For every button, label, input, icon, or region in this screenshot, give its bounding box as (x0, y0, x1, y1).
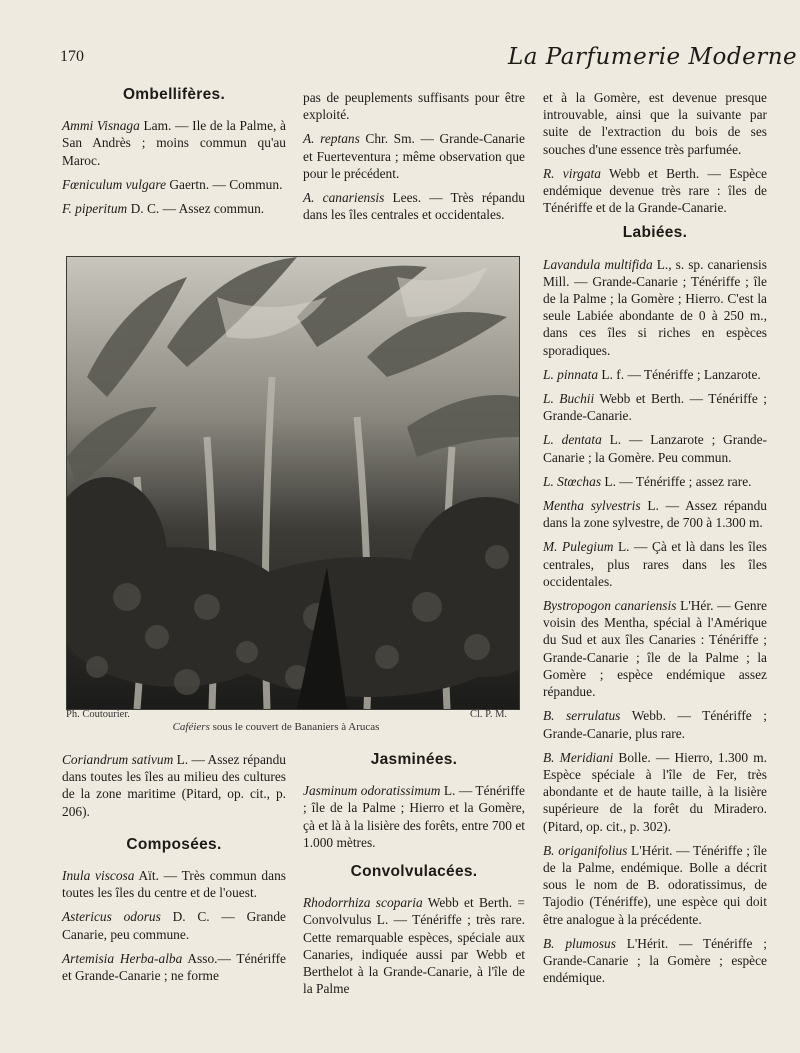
entry-paragraph (543, 473, 767, 490)
entry-paragraph (543, 89, 767, 158)
entry-text: Webb et Berth. — Espèce endémique devenue très rare : îles de Ténériffe et de la Grande-Canarie. (543, 165, 768, 216)
page-number: 170 (60, 48, 84, 65)
entry-text: L'Hérit. — Ténériffe ; Grande-Canarie ; la Gomère ; espèce endémique. (543, 935, 767, 986)
section-title-ombelliferes: Ombellifères. (122, 86, 226, 103)
entry-paragraph (543, 256, 767, 359)
entry-paragraph (543, 538, 767, 590)
species-name: Ammi Visnaga (62, 118, 140, 134)
entry-text: Bolle. — Hierro, 1.300 m. Espèce spéciale à l'île de Fer, très abondante et de haute taille, à la lisière supérieure de la forêt du Miradero. (Pitard, op. cit., p. 302). (543, 749, 767, 834)
entry-text: D. C. — Grande Canarie, peu commune. (62, 909, 286, 942)
entry-paragraph (62, 751, 286, 820)
species-name: Bystropogon canariensis (543, 598, 677, 614)
species-name: L. Buchii (543, 391, 595, 407)
species-name: M. Pulegium (543, 539, 614, 555)
species-name: Fœniculum vulgare (62, 176, 167, 192)
entry-paragraph (303, 782, 525, 851)
entry-paragraph (62, 950, 286, 984)
species-name: Coriandrum sativum (62, 752, 174, 767)
entry-paragraph (543, 366, 767, 383)
entry-text: Lam. — Ile de la Palme, à San Andrès ; moins commun qu'au Maroc. (62, 118, 286, 168)
species-name: Artemisia Herba-alba (62, 950, 183, 966)
journal-title: La Parfumerie Moderne (508, 44, 798, 70)
entry-paragraph (62, 867, 286, 901)
entry-text: Gaertn. — Commun. (166, 176, 283, 192)
entry-paragraph (543, 165, 767, 217)
entry-text: L. f. — Ténériffe ; Lanzarote. (598, 366, 761, 382)
entry-paragraph (62, 176, 286, 193)
species-name: B. serrulatus (543, 708, 621, 724)
entry-paragraph (543, 431, 767, 465)
species-name: F. piperitum (62, 201, 128, 217)
species-name: B. plumosus (543, 935, 616, 951)
column-1-top (62, 86, 286, 224)
species-name: R. virgata (543, 165, 601, 181)
species-name: L. pinnata (543, 366, 599, 382)
entry-text: Webb. — Ténériffe ; Grande-Canarie, plus rare. (543, 708, 767, 741)
entry-text: Webb et Berth. — Ténériffe ; Grande-Canarie. (543, 391, 767, 424)
entry-paragraph (543, 390, 767, 424)
entry-paragraph (543, 842, 767, 928)
species-name: Rhodorrhiza scoparia (303, 895, 423, 911)
entry-text: pas de peuplements suffisants pour être exploité. (303, 90, 525, 123)
entry-text: L. — Assez répandu dans la zone sylvestre, de 700 à 1.300 m. (543, 498, 767, 531)
caption-text: sous le couvert de Bananiers à Arucas (209, 721, 380, 733)
species-name: Inula viscosa (62, 868, 135, 884)
species-name: L. dentata (543, 432, 602, 448)
entry-text: L. — Çà et là dans les îles centrales, plus rares dans les îles occidentales. (543, 539, 768, 589)
column-3 (543, 89, 767, 993)
entry-text: Chr. Sm. — Grande-Canarie et Fuerteventura ; même observation que pour le précédent. (303, 131, 525, 181)
photo-cafeiers-bananiers (66, 256, 520, 710)
entry-text: L., s. sp. canariensis Mill. — Grande-Canarie ; Ténériffe ; île de la Palme ; la Gomère ; Hierro. C'est la seule Labiée abondante de 0 à 250 m., dans ces îles si riches en espèces sporadiques. (543, 256, 767, 358)
entry-text: Webb et Berth. = Convolvulus L. — Ténériffe ; très rare. Cette remarquable espèces, spéciale aux Canaries, indiquée aussi par Webb et Berthelot à la Grande-Canarie, à l'île de la Palme (303, 895, 525, 997)
entry-paragraph (543, 597, 767, 700)
species-name: L. Stœchas (543, 473, 602, 489)
entry-paragraph (303, 130, 525, 182)
entry-text: Asso.— Ténériffe et Grande-Canarie ; ne forme (62, 950, 286, 984)
species-name: Mentha sylvestris (543, 498, 641, 514)
entry-paragraph (543, 935, 767, 987)
species-name: A. canariensis (303, 190, 385, 206)
entry-text: Lees. — Très répandu dans les îles centrales et occidentales. (303, 190, 525, 223)
entry-paragraph (543, 749, 767, 835)
section-title-composees: Composées. (126, 835, 222, 853)
entry-text: L. — Assez répandu dans toutes les îles au milieu des cultures de la zone maritime (Pitard, op. cit., p. 206). (62, 752, 286, 819)
entry-text: D. C. — Assez commun. (127, 201, 265, 217)
entry-text: L'Hér. — Genre voisin des Mentha, spécial à l'Amérique du Sud et aux îles Canaries : Ténériffe ; Grande-Canarie ; île de la Palme ; la Gomère ; espèce endémique assez répandue. (543, 598, 768, 700)
entry-text: L. — Lanzarote ; Grande-Canarie ; la Gomère. Peu commun. (543, 432, 767, 465)
section-title-convolvulacees: Convolvulacées. (350, 863, 478, 881)
photo-credit-left: Ph. Coutourier. (66, 709, 130, 720)
photo-credit-right: Cl. P. M. (470, 709, 508, 720)
banana-grove-picture (67, 257, 519, 709)
entry-paragraph (303, 894, 525, 997)
species-name: Lavandula multifida (543, 256, 653, 272)
section-title-labiees: Labiées. (622, 224, 688, 242)
photo-caption (66, 721, 486, 733)
column-2-bottom (303, 751, 525, 1004)
entry-text: L. — Ténériffe ; assez rare. (601, 473, 752, 489)
entry-text: L. — Ténériffe ; île de la Palme ; Hierro et la Gomère, çà et là à la lisière des forêts, entre 700 et 1.000 mètres. (303, 783, 525, 850)
caption-italic: Caféiers (172, 721, 210, 733)
entry-paragraph (303, 89, 525, 123)
species-name: Astericus odorus (62, 909, 161, 925)
entry-paragraph (62, 200, 286, 217)
entry-paragraph (543, 707, 767, 741)
section-title-jasminees: Jasminées. (370, 751, 458, 768)
species-name: Jasminum odoratissimum (303, 783, 441, 799)
entry-text: L'Hérit. — Ténériffe ; île de la Palme, endémique. Bolle a décrit sous le nom de B. odoratissimus, de Tajodio (Ténériffe), une espèce qui doit être analogue à la précédente. (543, 842, 767, 927)
species-name: B. origanifolius (543, 842, 628, 858)
entry-paragraph (543, 497, 767, 531)
species-name: B. Meridiani (543, 749, 614, 765)
entry-paragraph (62, 117, 286, 169)
entry-paragraph (62, 908, 286, 942)
entry-paragraph (303, 189, 525, 223)
species-name: A. reptans (303, 131, 360, 147)
column-2-top (303, 89, 525, 230)
entry-text: et à la Gomère, est devenue presque introuvable, ainsi que la suivante par suite de l'extraction du bois de ses souches d'une essence très parfumée. (543, 90, 767, 157)
entry-text: Aït. — Très commun dans toutes les îles du centre et de l'ouest. (62, 868, 286, 901)
column-1-bottom (62, 751, 286, 991)
